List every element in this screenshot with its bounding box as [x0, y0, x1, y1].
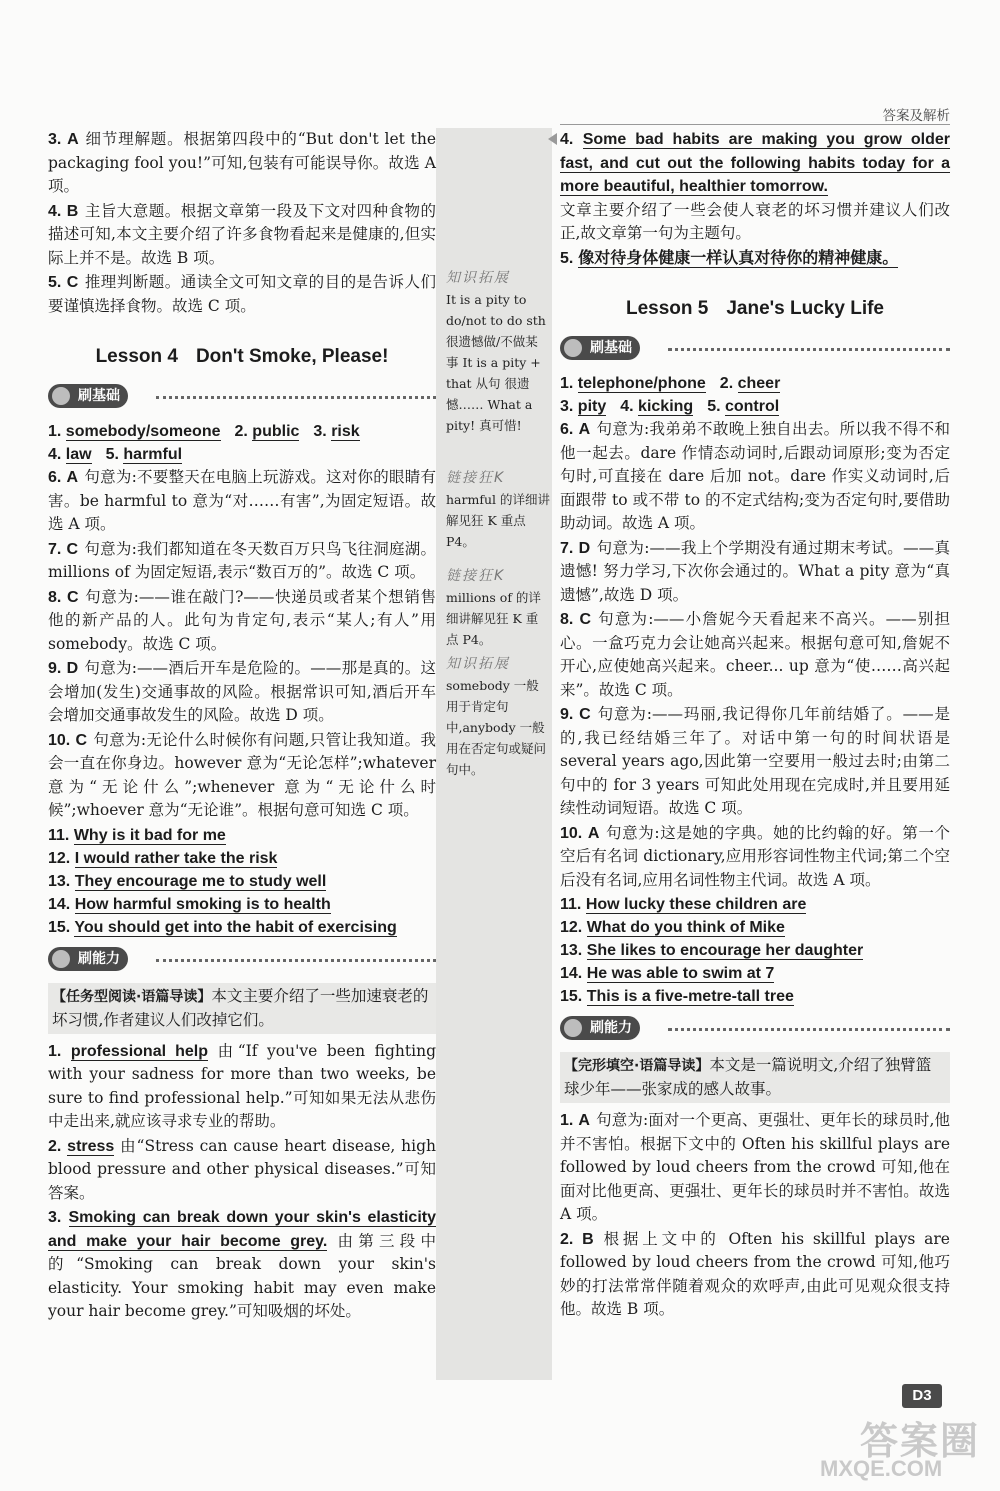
item-answer: A: [67, 131, 79, 148]
answer-item: 6. A 句意为:不要整天在电脑上玩游戏。这对你的眼睛有害。be harmful to 意为“对……有害”,为固定短语。故选 A 项。: [48, 468, 436, 533]
passage-guide: [560, 1052, 950, 1103]
answer-item: 3. Smoking can break down your skin's elasticity and make your hair become grey. 由第三段中的“Smoking can break down your skin's elasticity. Your smoking habit may even make your hair become grey.”可知吸烟的坏处。: [48, 1209, 436, 1320]
note-body: It is a pity to do/not to do sth 很遗憾做/不做某事 It is a pity + that 从句 很遗憾…… What a pity! 真可惜!: [446, 292, 546, 433]
item-explanation: 主旨大意题。根据文章第一段及下文对四种食物的描述可知,本文主要介绍了许多食物看起来是健康的,但实际上并不是。故选 B 项。: [48, 201, 436, 267]
lesson-name: Jane's Lucky Life: [726, 298, 884, 319]
note-body: harmful 的详细讲解见狂 K 重点 P4。: [446, 492, 550, 549]
answer-item: [48, 128, 436, 199]
lesson-title: [48, 346, 436, 368]
lesson-name: Don't Smoke, Please!: [195, 346, 389, 367]
note-body: somebody 一般用于肯定句中,anybody 一般用在否定句或疑问句中。: [446, 678, 547, 777]
watermark-logo: 答案圈: [860, 1419, 981, 1463]
short-answer: harmful: [123, 446, 183, 463]
lesson-number: Lesson 4: [95, 346, 178, 367]
sentence-answer: 15. This is a five-metre-tall tree: [560, 988, 794, 1005]
section-badge: 刷基础: [560, 336, 640, 360]
sentence-answer: 12. What do you think of Mike: [560, 919, 785, 936]
short-answer: somebody/someone: [65, 423, 221, 440]
answer-item: 7. D 句意为:——我上个学期没有通过期末考试。——真遗憾! 努力学习,下次你会通过的。What a pity 意为“真遗憾”,故选 D 项。: [560, 538, 950, 604]
answer-item: 8. C 句意为:——小詹妮今天看起来不高兴。——别担心。一盒巧克力会让她高兴起来。根据句意可知,詹妮不开心,应使她高兴起来。cheer... up 意为“使……高兴起来”。故选 C 项。: [560, 610, 950, 699]
margin-note: [446, 566, 550, 650]
sentence-answer: 15. You should get into the habit of exercising: [48, 918, 397, 936]
item-number: 5.: [48, 274, 62, 291]
answer-item: 2. B 根据上文中的 Often his skillful plays are followed by loud cheers from the crowd 可知,他巧妙的打法常常伴随着观众的欢呼声,由此可见观众很支持他。故选 B 项。: [560, 1229, 950, 1318]
sentence-answer: 11. Why is it bad for me: [48, 826, 226, 844]
item-answer: B: [66, 202, 79, 220]
lesson-number: Lesson 5: [625, 298, 709, 319]
guide-tag: 【完形填空·语篇导读】: [564, 1058, 710, 1074]
item-explanation: 细节理解题。根据第四段中的“But don't let the packaging fool you!”可知,包装有可能误导你。故选 A 项。: [48, 130, 436, 195]
answer-item: 1. A 句意为:面对一个更高、更强壮、更年长的球员时,他并不害怕。根据下文中的 Often his skillful plays are followed by loud cheers from the crowd 可知,他在面对比他更高、更强壮、更年长的球员时并不害怕。故选 A 项。: [560, 1111, 950, 1223]
answer-item: 6. A 句意为:我弟弟不敢晚上独自出去。所以我不得不和他一起去。dare 作情态动词时,后跟动词原形;变为否定句时,可直接在 dare 后加 not。dare 作实义动词时,后面跟带 to 或不带 to 的不定式结构;变为否定句时,要借助助动词。故选 A 项。: [560, 420, 950, 532]
note-heading: 知识拓展: [446, 656, 510, 672]
note-body: millions of 的详细讲解见狂 K 重点 P4。: [446, 590, 541, 647]
short-answers-row: 3. pity 4. kicking 5. control: [560, 398, 780, 415]
item-answer: C: [66, 274, 79, 291]
answer-item: 4. Some bad habits are making you grow older fast, and cut out the following habits today for a more beautiful, healthier tomorrow. 文章主要介绍了一些会使人衰老的坏习惯并建议人们改正,故文章第一句为主题句。: [560, 131, 950, 242]
note-heading: 链接狂K: [446, 568, 506, 584]
passage-guide: [48, 983, 436, 1034]
note-heading: 链接狂K: [446, 470, 506, 486]
answer-item: [48, 200, 436, 271]
margin-note: [446, 268, 550, 436]
margin-note: [446, 654, 550, 780]
sentence-answer: 12. I would rather take the risk: [48, 849, 278, 867]
item-number: 4.: [48, 202, 62, 220]
watermark-url: MXQE.COM: [820, 1456, 943, 1481]
answer-item: 10. C 句意为:无论什么时候你有问题,只管让我知道。我会一直在你身边。however 意为“无论怎样”;whatever 意为“无论什么”;whenever 意为“无论什么时候”;whoever 意为“无论谁”。根据句意可知选 C 项。: [48, 730, 436, 819]
section-header: [560, 1014, 950, 1044]
short-answer: public: [252, 423, 300, 440]
header-rule: [560, 124, 950, 125]
short-answers-row: 4. law 5. harmful: [48, 446, 183, 463]
left-column: [48, 128, 436, 1325]
short-answer: risk: [331, 423, 360, 440]
answer-item: 9. D 句意为:——酒后开车是危险的。——那是真的。这会增加(发生)交通事故的风险。根据常识可知,酒后开车会增加交通事故发生的风险。故选 D 项。: [48, 659, 436, 724]
guide-text: 本文主要介绍了一些加速衰老的坏习惯,作者建议人们改掉它们。: [52, 986, 429, 1029]
margin-arrow: [548, 133, 557, 145]
section-header: [560, 334, 950, 364]
sentence-answer: 14. How harmful smoking is to health: [48, 895, 331, 913]
item-number: 3.: [48, 131, 62, 148]
short-answer: law: [65, 446, 92, 463]
answer-item: 1. professional help 由“If you've been fighting with your sadness for more than two weeks, be sure to find professional help.”可知如果无法从悲伤中走出来,就应该寻求专业的帮助。: [48, 1041, 436, 1130]
answer-item: 7. C 句意为:我们都知道在冬天数百万只鸟飞往洞庭湖。millions of 为固定短语,表示“数百万的”。故选 C 项。: [48, 539, 436, 581]
answer-item: [48, 271, 436, 318]
sentence-answer: 13. She likes to encourage her daughter: [560, 942, 864, 959]
header-title: 答案及解析: [882, 108, 950, 124]
section-header: [48, 945, 436, 975]
answer-item: 2. stress 由“Stress can cause heart disease, high blood pressure and other physical diseases.”可知答案。: [48, 1136, 437, 1202]
section-header: [48, 382, 436, 412]
guide-tag: 【任务型阅读·语篇导读】: [52, 988, 212, 1005]
guide-text: 本文是一篇说明文,介绍了独臂篮球少年——张家成的感人故事。: [564, 1056, 932, 1098]
sentence-answer: 11. How lucky these children are: [560, 896, 807, 913]
short-answers-row: 1. telephone/phone 2. cheer: [560, 375, 781, 392]
sentence-answer: 13. They encourage me to study well: [48, 872, 327, 890]
section-badge: 刷能力: [48, 947, 128, 971]
answer-item: 9. C 句意为:——玛丽,我记得你几年前结婚了。——是的,我已经结婚三年了。对话中第一句的时间状语是 several years ago,因此第一空要用一般过去时;由第二句中的 for 3 years 可知此处用现在完成时,并且要用延续性动词短语。故选 C 项。: [560, 705, 950, 817]
answer-item: 10. A 句意为:这是她的字典。她的比约翰的好。第一个空后有名词 dictionary,应用形容词性物主代词;第二个空后没有名词,应用名词性物主代词。故选 A 项。: [560, 823, 950, 889]
section-badge: 刷能力: [560, 1016, 640, 1040]
answer-item: 5. 像对待身体健康一样认真对待你的精神健康。: [560, 249, 899, 267]
page-number: D3: [902, 1384, 942, 1408]
answer-item: 8. C 句意为:——谁在敲门?——快递员或者某个想销售他的新产品的人。此句为肯定句,表示“某人;有人”用somebody。故选 C 项。: [48, 587, 436, 653]
margin-note: [446, 468, 550, 552]
short-answers-row: 1. somebody/someone 2. public 3. risk: [48, 423, 360, 440]
item-explanation: 推理判断题。通读全文可知文章的目的是告诉人们要谨慎选择食物。故选 C 项。: [48, 273, 436, 315]
lesson-title: [560, 298, 950, 320]
note-heading: 知识拓展: [446, 270, 510, 286]
sentence-answer: 14. He was able to swim at 7: [560, 965, 775, 982]
section-badge: 刷基础: [48, 384, 128, 408]
right-column: [560, 128, 950, 1323]
